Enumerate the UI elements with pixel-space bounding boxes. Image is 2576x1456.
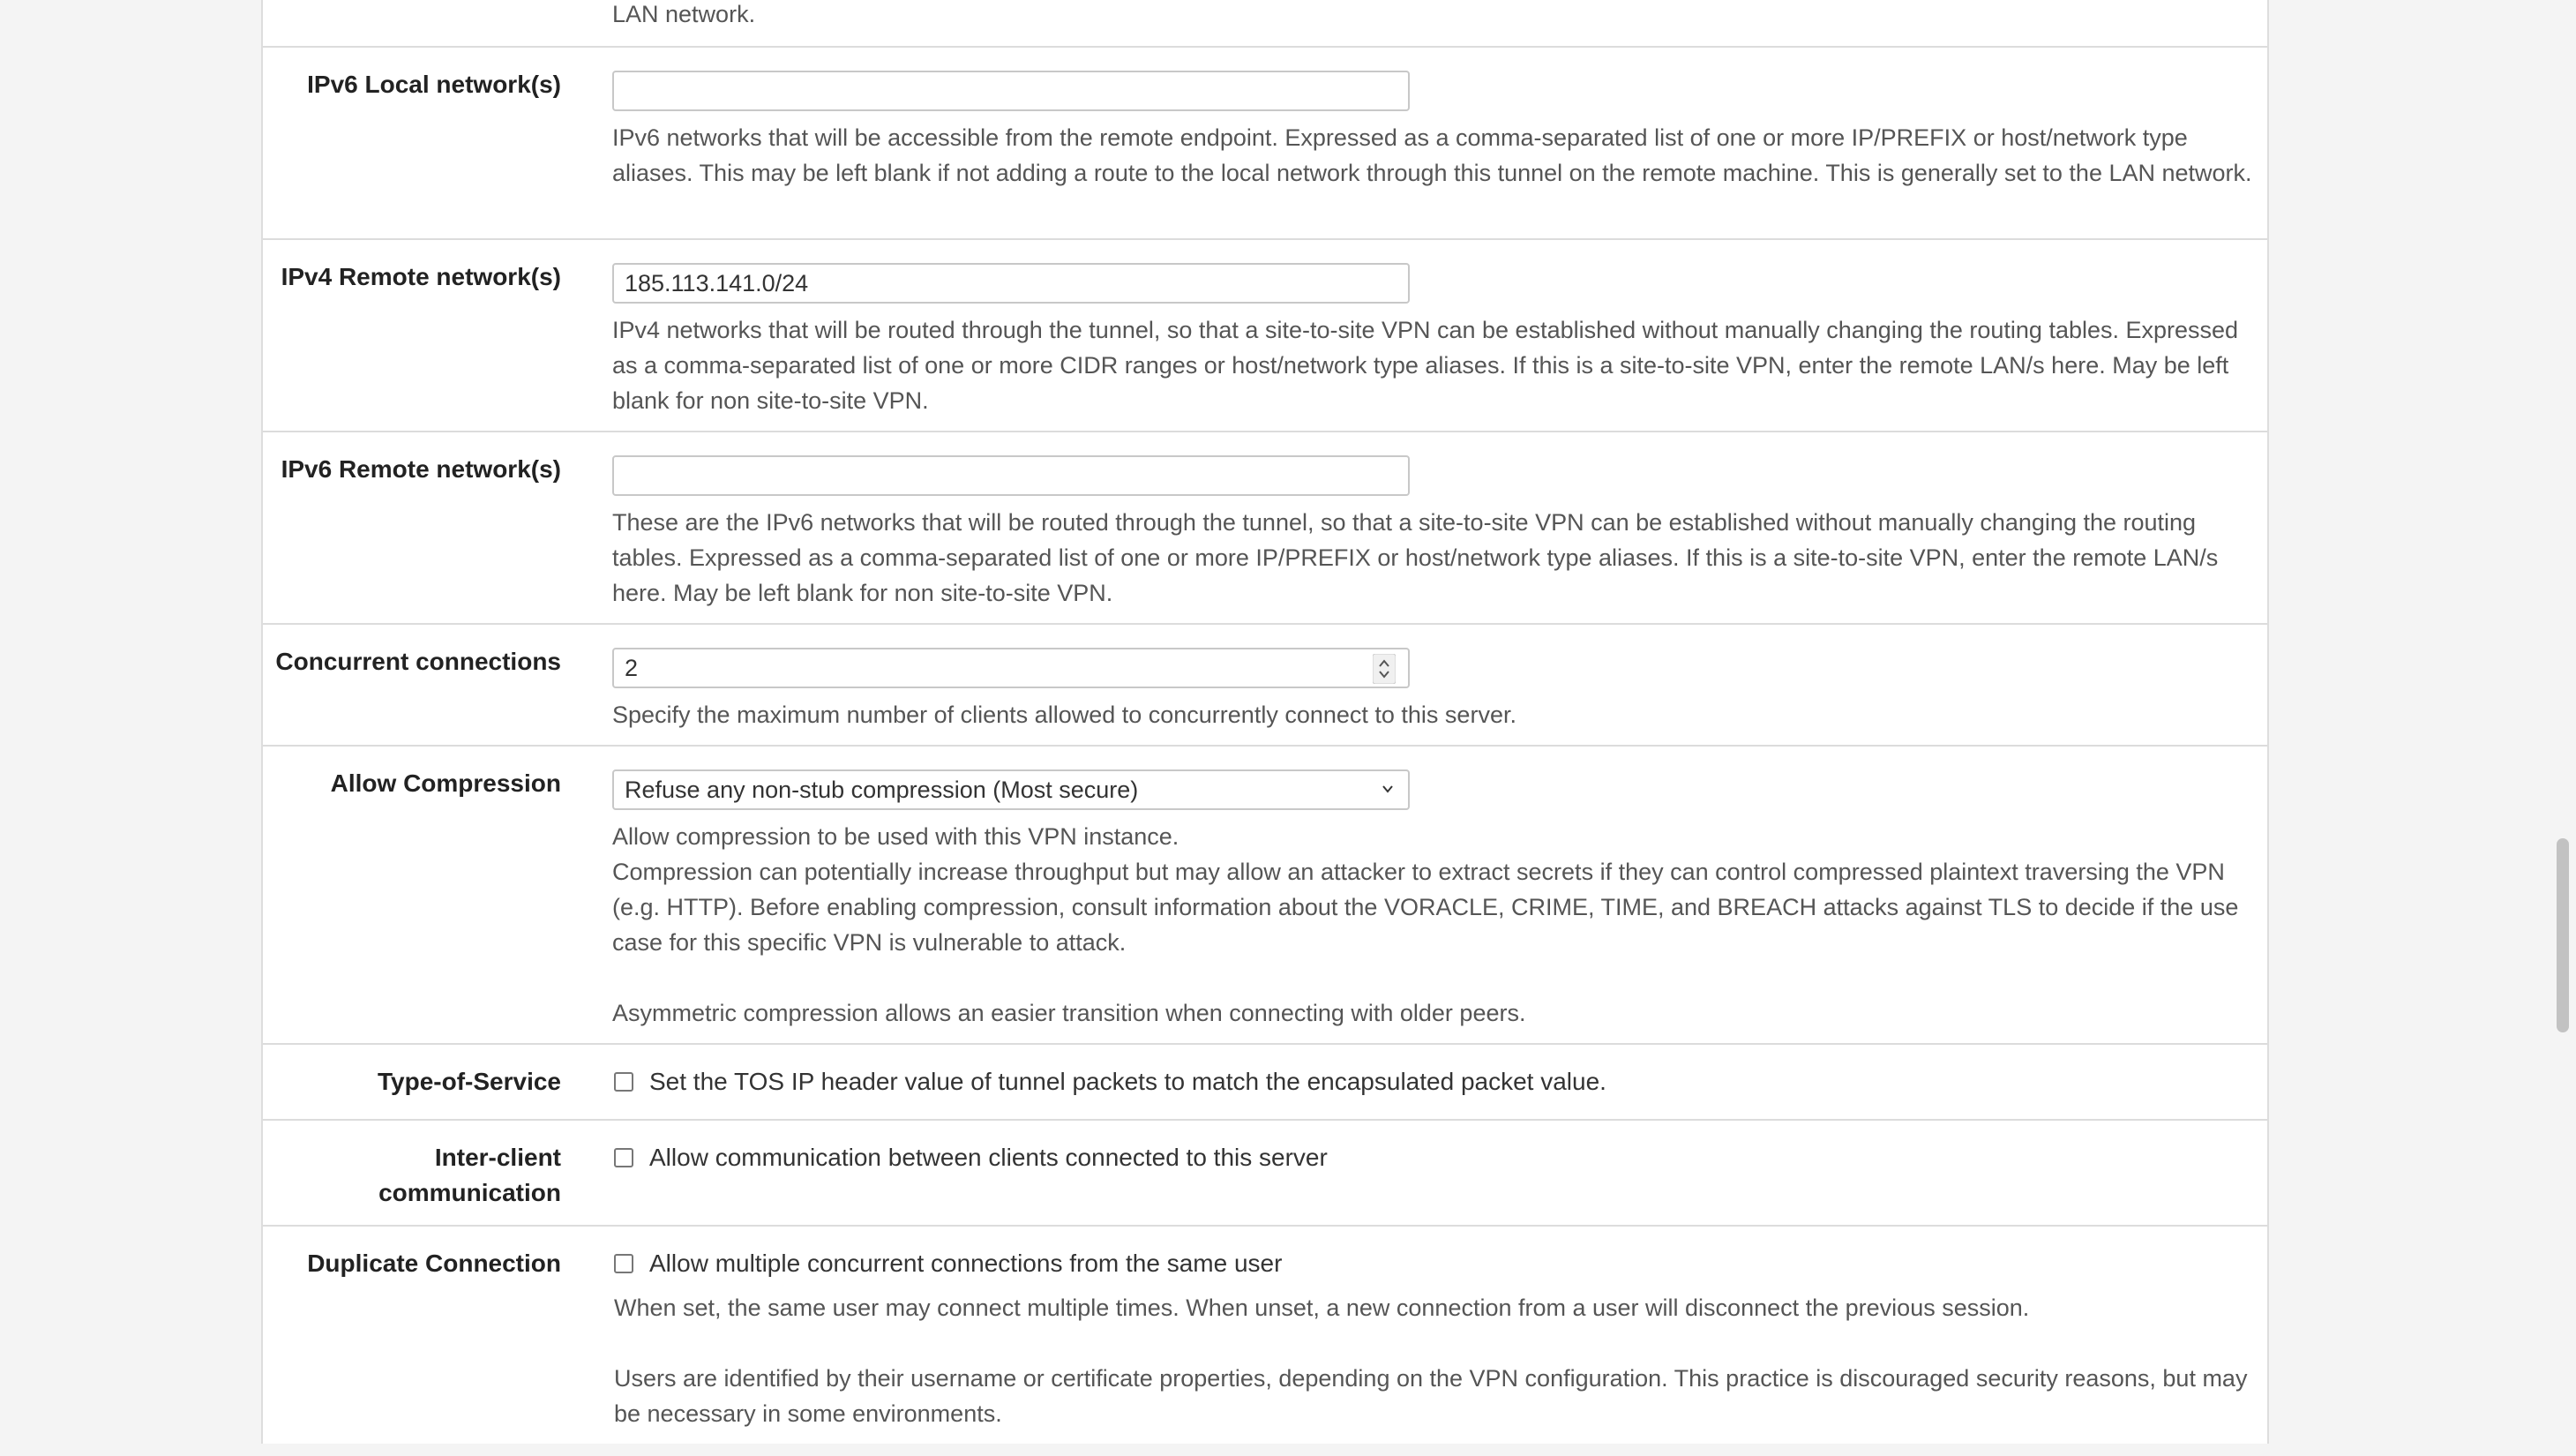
duplicate-label: Duplicate Connection xyxy=(307,1250,561,1277)
ipv6-remote-input[interactable] xyxy=(612,455,1410,496)
ipv4-remote-row xyxy=(263,240,2267,432)
interclient-checkbox[interactable] xyxy=(614,1148,633,1167)
tos-checkbox-label[interactable]: Set the TOS IP header value of tunnel packets to match the encapsulated packet value. xyxy=(649,1068,1606,1095)
compression-selected-value: Refuse any non-stub compression (Most secure) xyxy=(625,777,1139,803)
ipv6-local-help: IPv6 networks that will be accessible from the remote endpoint. Expressed as a comma-separated list of one or more IP/PREFIX or host/network type aliases. This may be left blank if not adding a route to the local network through this tunnel on the remote machine. This is generally set to the LAN network. xyxy=(612,124,2252,186)
tos-row xyxy=(263,1045,2267,1121)
ipv6-local-label: IPv6 Local network(s) xyxy=(307,71,561,98)
scrollbar-thumb[interactable] xyxy=(2557,838,2569,1032)
duplicate-row xyxy=(263,1227,2267,1456)
tos-label: Type-of-Service xyxy=(378,1068,561,1095)
compression-help-line1: Allow compression to be used with this VPN instance. xyxy=(612,823,1179,850)
ipv4-local-help: LAN network. xyxy=(612,1,756,27)
duplicate-checkbox-label[interactable]: Allow multiple concurrent connections from the same user xyxy=(649,1250,1283,1277)
spinner-arrows-icon[interactable] xyxy=(1373,654,1396,684)
tos-checkbox[interactable] xyxy=(614,1072,633,1092)
duplicate-checkbox[interactable] xyxy=(614,1254,633,1273)
ipv6-remote-label: IPv6 Remote network(s) xyxy=(281,455,561,483)
ipv6-remote-help: These are the IPv6 networks that will be routed through the tunnel, so that a site-to-site VPN can be established without manually changing the routing tables. Expressed as a comma-separated list of one or more IP/PREFIX or host/network type aliases. If this is a site-to-site VPN, enter the remote LAN/s here. May be left blank for non site-to-site VPN. xyxy=(612,509,2219,606)
chevron-down-icon xyxy=(1382,783,1394,795)
page-scrollbar[interactable] xyxy=(2550,0,2576,1424)
concurrent-connections-stepper[interactable] xyxy=(612,648,1410,688)
interclient-label xyxy=(263,1140,561,1211)
ipv4-remote-label: IPv4 Remote network(s) xyxy=(281,263,561,290)
compression-help xyxy=(612,819,2262,1031)
interclient-checkbox-label[interactable]: Allow communication between clients connected to this server xyxy=(649,1144,1328,1171)
ipv6-local-row xyxy=(263,48,2267,240)
interclient-row xyxy=(263,1121,2267,1227)
duplicate-help xyxy=(614,1290,2264,1431)
ipv4-remote-input[interactable]: 185.113.141.0/24 xyxy=(612,263,1410,304)
ipv6-remote-row xyxy=(263,432,2267,625)
concurrent-row xyxy=(263,625,2267,747)
compression-help-line2: Compression can potentially increase throughput but may allow an attacker to extract secrets if they can control compressed plaintext traversing the VPN (e.g. HTTP). Before enabling compression, consult information about the VORACLE, CRIME, TIME, and BREACH attacks against TLS to decide if the use case for this specific VPN is vulnerable to attack. xyxy=(612,859,2239,956)
compression-row xyxy=(263,747,2267,1045)
concurrent-label: Concurrent connections xyxy=(275,648,561,675)
concurrent-value: 2 xyxy=(625,655,639,681)
compression-select[interactable] xyxy=(612,769,1410,810)
ipv4-remote-help: IPv4 networks that will be routed through the tunnel, so that a site-to-site VPN can be established without manually changing the routing tables. Expressed as a comma-separated list of one or more CIDR ranges or host/network type aliases. If this is a site-to-site VPN, enter the remote LAN/s here. May be left blank for non site-to-site VPN. xyxy=(612,317,2239,414)
concurrent-help: Specify the maximum number of clients allowed to concurrently connect to this server. xyxy=(612,702,1516,728)
compression-help-line3: Asymmetric compression allows an easier transition when connecting with older peers. xyxy=(612,1000,1526,1026)
compression-label: Allow Compression xyxy=(330,769,561,797)
ipv6-local-input[interactable] xyxy=(612,71,1410,111)
ipv4-local-row xyxy=(263,0,2267,48)
settings-panel xyxy=(261,0,2269,1444)
duplicate-help-line1: When set, the same user may connect multiple times. When unset, a new connection from a user will disconnect the previous session. xyxy=(614,1295,2030,1321)
interclient-label-line1: Inter-client xyxy=(434,1144,561,1171)
interclient-label-line2: communication xyxy=(378,1179,561,1206)
duplicate-help-line2: Users are identified by their username or certificate properties, depending on the VPN configuration. This practice is discouraged security reasons, but may be necessary in some environments. xyxy=(614,1365,2248,1427)
